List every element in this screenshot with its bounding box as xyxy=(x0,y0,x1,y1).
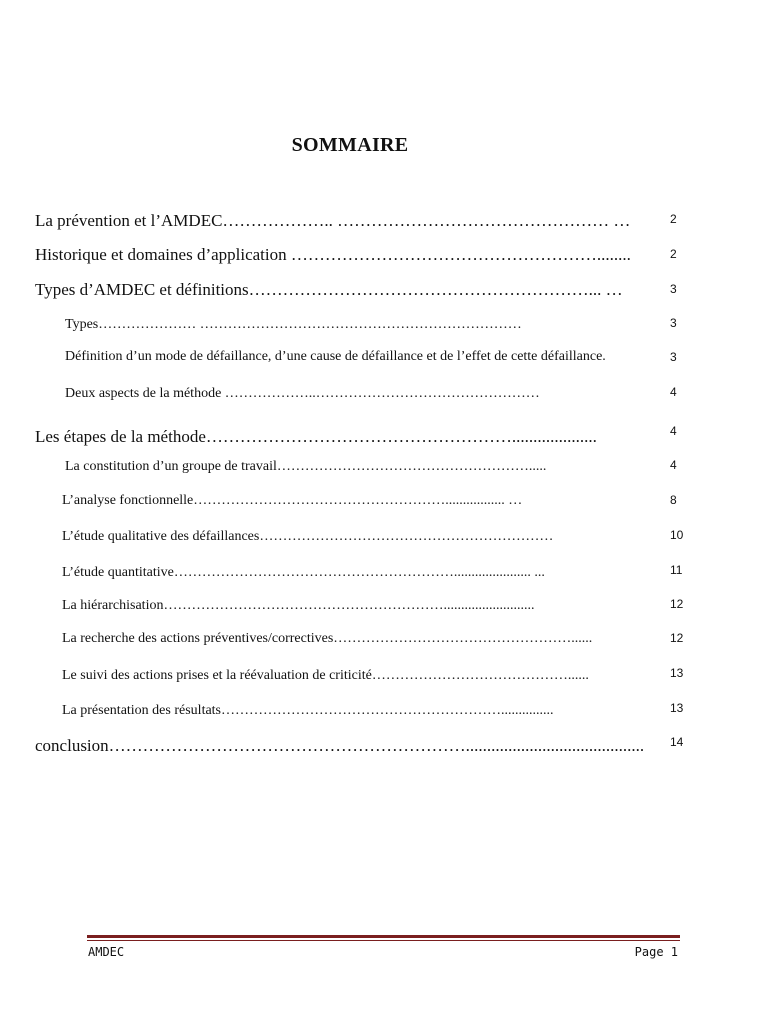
footer-divider xyxy=(87,935,680,938)
toc-page-number: 12 xyxy=(670,597,684,611)
footer-document-name: AMDEC xyxy=(88,945,125,959)
toc-entry[interactable]: La recherche des actions préventives/correctives……………………………………………...... xyxy=(62,631,593,646)
toc-page-number: 3 xyxy=(670,350,677,364)
toc-entry[interactable]: L’analyse fonctionnelle………………………………………………................. … xyxy=(62,493,523,508)
toc-entry[interactable]: L’étude quantitative……………………………………………………...................... ... xyxy=(62,565,545,580)
toc-page-number: 4 xyxy=(670,458,677,472)
toc-entry[interactable]: conclusion……………………………………………………….......................................... xyxy=(35,736,645,755)
toc-entry[interactable]: La présentation des résultats……………………………………………………............... xyxy=(62,703,554,718)
toc-entry[interactable]: L’étude qualitative des défaillances……………………………………………………… xyxy=(62,529,554,544)
toc-page-number: 10 xyxy=(670,528,684,542)
toc-page-number: 3 xyxy=(670,316,677,330)
page-title: SOMMAIRE xyxy=(291,134,409,156)
toc-page-number: 2 xyxy=(670,212,677,226)
footer-page-number: Page 1 xyxy=(634,945,678,959)
toc-page-number: 3 xyxy=(670,282,677,296)
toc-page-number: 2 xyxy=(670,247,677,261)
toc-entry[interactable]: Le suivi des actions prises et la réévaluation de criticité……………………………………...... xyxy=(62,668,589,683)
footer-divider xyxy=(87,940,680,941)
toc-page-number: 11 xyxy=(670,563,683,577)
toc-page-number: 12 xyxy=(670,631,684,645)
toc-entry[interactable]: La hiérarchisation…………………………………………………….......................... xyxy=(62,598,535,613)
toc-entry[interactable]: La constitution d’un groupe de travail………………………………………………..... xyxy=(65,459,547,474)
toc-page-number: 4 xyxy=(670,385,677,399)
toc-entry[interactable]: Les étapes de la méthode……………………………………………….................... xyxy=(35,427,597,446)
toc-entry[interactable]: Deux aspects de la méthode ………………..………………………………………… xyxy=(65,386,540,401)
toc-entry[interactable]: Types d’AMDEC et définitions……………………………………………………... … xyxy=(35,280,623,299)
toc-page-number: 8 xyxy=(670,493,677,507)
toc-entry[interactable]: Historique et domaines d’application ………………………………………………........ xyxy=(35,245,631,264)
toc-entry[interactable]: Définition d’un mode de défaillance, d’une cause de défaillance et de l’effet de cette défaillance. xyxy=(65,349,606,364)
toc-page-number: 13 xyxy=(670,701,684,715)
toc-page-number: 14 xyxy=(670,735,684,749)
toc-page-number: 13 xyxy=(670,666,684,680)
toc-page-number: 4 xyxy=(670,424,677,438)
toc-entry[interactable]: Types………………… …………………………………………………………… xyxy=(65,317,522,332)
toc-entry[interactable]: La prévention et l’AMDEC……………….. ………………………………………… … xyxy=(35,211,631,230)
